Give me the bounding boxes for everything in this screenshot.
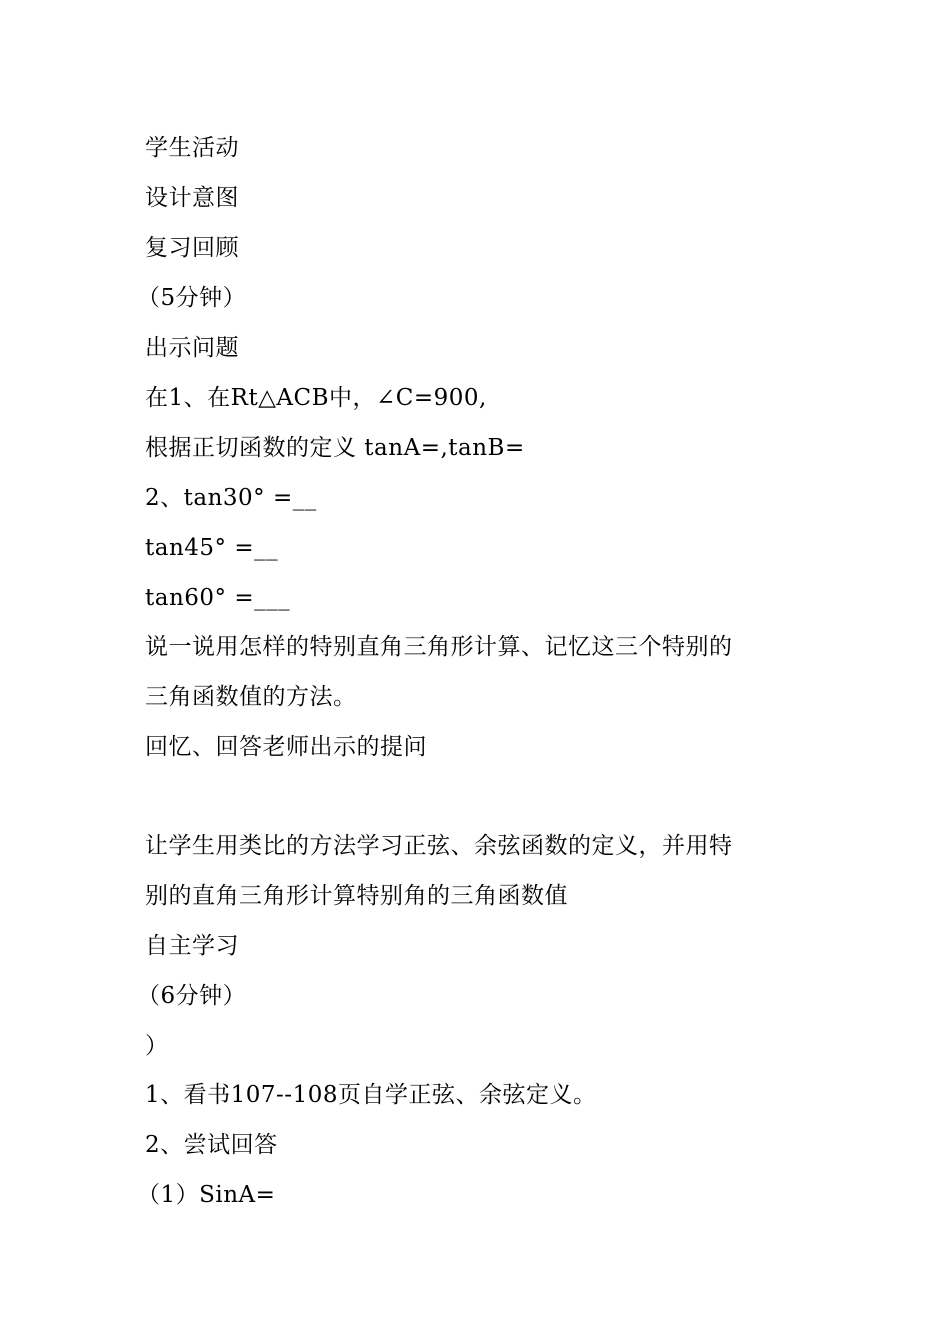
text-line-intent-analogy-cont: 别的直角三角形计算特别角的三角函数值 bbox=[145, 883, 568, 909]
text-line-duration-5: （5分钟） bbox=[137, 285, 247, 311]
text-line-student-activity: 学生活动 bbox=[145, 135, 239, 161]
text-line-tan60: tan60° =___ bbox=[145, 585, 291, 611]
text-line-read-book: 1、看书107--108页自学正弦、余弦定义。 bbox=[145, 1082, 597, 1108]
text-line-tangent-definition: 根据正切函数的定义 tanA=,tanB= bbox=[145, 435, 525, 461]
text-line-self-study: 自主学习 bbox=[145, 933, 239, 959]
text-line-sina: （1）SinA= bbox=[137, 1182, 276, 1208]
text-line-intent-analogy: 让学生用类比的方法学习正弦、余弦函数的定义，并用特 bbox=[145, 833, 733, 859]
text-line-tan45: tan45° =__ bbox=[145, 535, 279, 561]
text-line-try-answer: 2、尝试回答 bbox=[145, 1132, 278, 1158]
text-line-question-1: 在1、在Rt△ACB中，∠C=900, bbox=[145, 385, 487, 411]
text-line-recall-answer: 回忆、回答老师出示的提问 bbox=[145, 734, 427, 760]
text-line-review: 复习回顾 bbox=[145, 235, 239, 261]
text-line-duration-6: （6分钟） bbox=[137, 983, 247, 1009]
text-line-discussion-cont: 三角函数值的方法。 bbox=[145, 684, 357, 710]
text-line-tan30: 2、tan30° =__ bbox=[145, 485, 317, 511]
text-line-paren: ） bbox=[145, 1033, 169, 1059]
text-line-design-intent: 设计意图 bbox=[145, 185, 239, 211]
text-line-show-question: 出示问题 bbox=[145, 335, 239, 361]
text-line-discussion: 说一说用怎样的特别直角三角形计算、记忆这三个特别的 bbox=[145, 634, 733, 660]
